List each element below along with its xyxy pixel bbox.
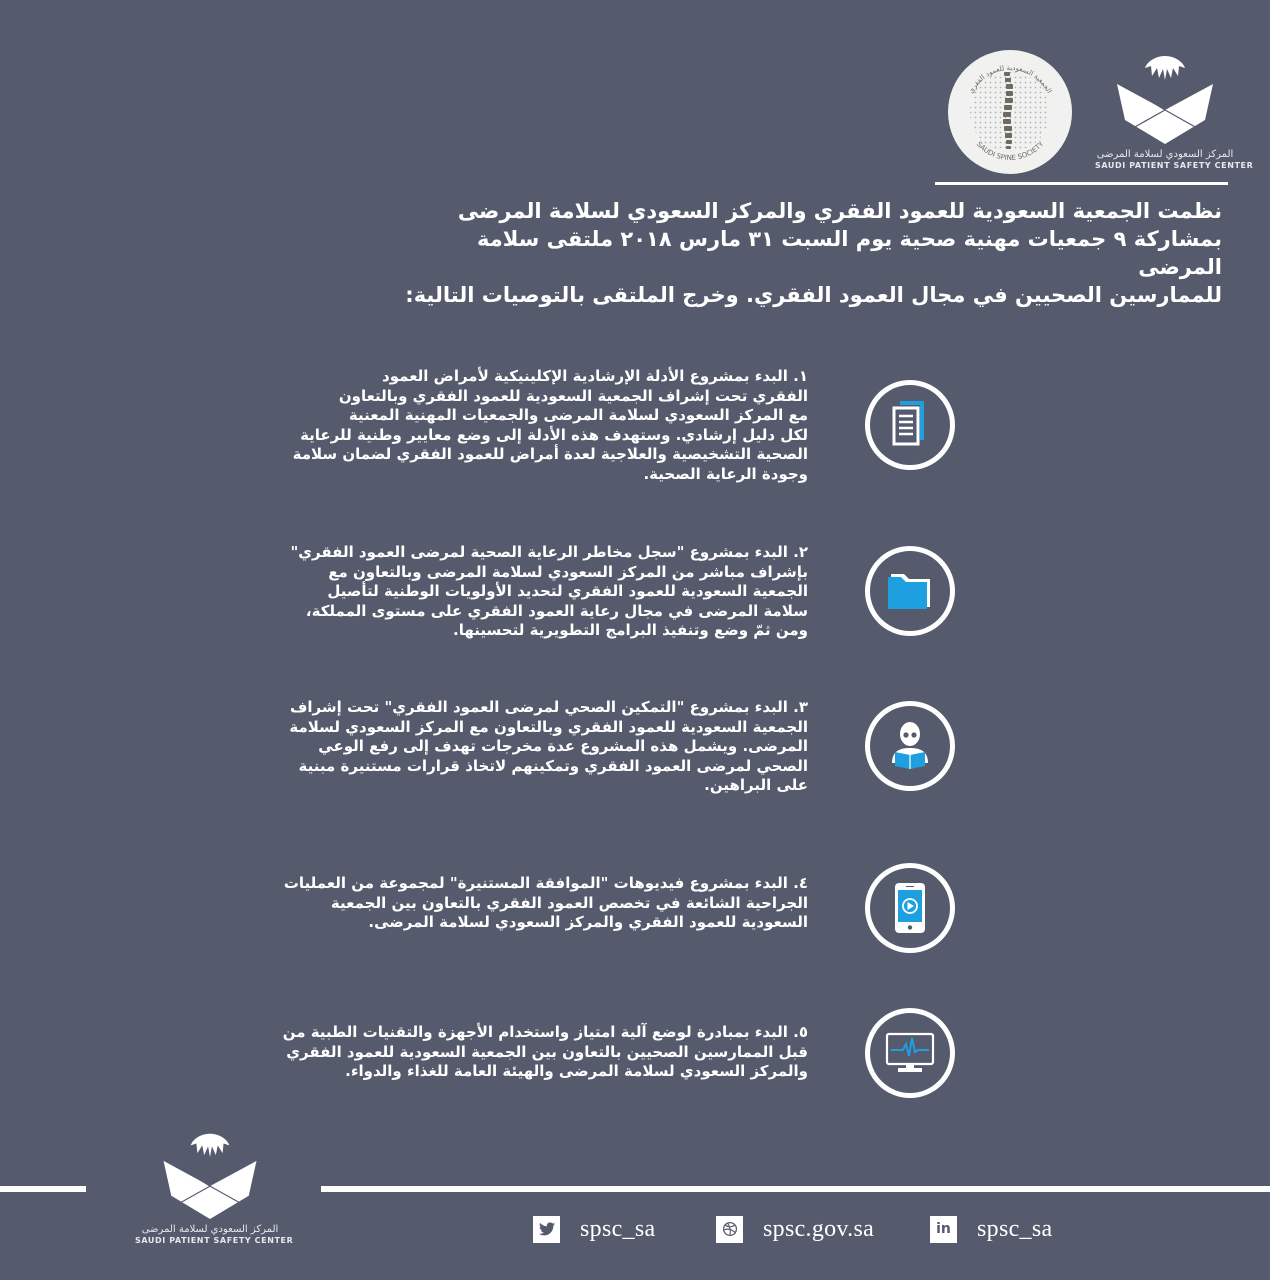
spsc-logo-arabic-name: المركز السعودي لسلامة المرضى: [1096, 149, 1234, 160]
monitor-pulse-icon: [865, 1008, 955, 1098]
recommendation-line: الجمعية السعودية للعمود الفقري لتحديد الأولويات الوطنية لتأصيل: [327, 582, 808, 600]
spine-logo-english-name: SAUDI SPINE SOCIETY: [974, 140, 1046, 163]
recommendation-1: [278, 367, 808, 484]
folder-icon: [865, 546, 955, 636]
recommendation-line: ٢. البدء بمشروع "سجل مخاطر الرعاية الصحية لمرضى العمود الفقري": [290, 543, 808, 561]
spsc-logo-english-name: SAUDI PATIENT SAFETY CENTER: [1095, 161, 1254, 170]
recommendation-line: بإشراف مباشر من المركز السعودي لسلامة المرضى وبالتعاون مع: [328, 562, 808, 581]
footer-divider-right: [321, 1186, 1270, 1192]
website-icon[interactable]: [716, 1216, 743, 1243]
social-twitter[interactable]: [533, 1214, 655, 1244]
recommendation-line: المرضى. ويشمل هذه المشروع عدة مخرجات تهدف إلى رفع الوعي: [318, 737, 808, 755]
header-divider: [935, 182, 1228, 185]
document-icon: [865, 380, 955, 470]
spine-emblem-icon: [948, 50, 1072, 174]
recommendation-line: ١. البدء بمشروع الأدلة الإرشادية الإكلينيكية لأمراض العمود: [382, 367, 808, 385]
spsc-emblem-icon: [135, 1128, 285, 1220]
spsc-logo-footer: [135, 1128, 294, 1253]
recommendation-line: ٤. البدء بمشروع فيديوهات "الموافقة المستنيرة" لمجموعة من العمليات: [283, 874, 808, 892]
spsc-emblem-icon: [1095, 50, 1235, 145]
footer-logo-arabic-name: المركز السعودي لسلامة المرضى: [141, 1224, 279, 1235]
social-website[interactable]: [716, 1214, 874, 1244]
recommendation-line: ٥. البدء بمبادرة لوضع آلية امتياز واستخدام الأجهزة والتقنيات الطبية من: [282, 1023, 808, 1041]
intro-line: بمشاركة ٩ جمعيات مهنية صحية يوم السبت ٣١ مارس ٢٠١٨ ملتقى سلامة المرضى: [476, 227, 1222, 279]
recommendation-3: [278, 698, 808, 796]
recommendation-4: [278, 874, 808, 933]
recommendation-line: الصحي لمرضى العمود الفقري وتمكينهم لاتخاذ قرارات مستنيرة مبنية: [298, 756, 808, 775]
recommendation-line: الجراحية الشائعة في تخصص العمود الفقري بالتعاون بين الجمعية: [330, 893, 808, 912]
footer-divider-left: [0, 1186, 86, 1192]
smartphone-video-icon: [865, 863, 955, 953]
linkedin-handle[interactable]: spsc_sa: [977, 1215, 1053, 1242]
recommendation-line: لكل دليل إرشادي. وستهدف هذه الأدلة إلى وضع معايير وطنية للرعاية: [300, 425, 808, 444]
recommendation-line: قبل الممارسين الصحيين بالتعاون بين الجمعية السعودية للعمود الفقري: [286, 1042, 808, 1061]
recommendation-line: ومن ثمّ وضع وتنفيذ البرامج التطويرية لتحسينها.: [453, 621, 808, 639]
recommendation-line: الجمعية السعودية للعمود الفقري وبالتعاون مع المركز السعودي لسلامة: [289, 717, 808, 736]
recommendation-line: على البراهين.: [704, 776, 808, 794]
recommendation-line: والمركز السعودي لسلامة المرضى والهيئة العامة للغذاء والدواء.: [345, 1062, 808, 1080]
recommendation-line: الفقري تحت إشراف الجمعية السعودية للعمود الفقري وبالتعاون: [338, 386, 808, 405]
recommendation-line: وجودة الرعاية الصحية.: [643, 464, 808, 483]
recommendation-line: مع المركز السعودي لسلامة المرضى والجمعيات المهنية المعنية: [348, 406, 808, 424]
intro-line: نظمت الجمعية السعودية للعمود الفقري والمركز السعودي لسلامة المرضى: [457, 199, 1222, 223]
website-url[interactable]: spsc.gov.sa: [763, 1215, 875, 1242]
spine-logo-arabic-name: الجمعية السعودية للعمود الفقري: [966, 63, 1054, 95]
footer-logo-english-name: SAUDI PATIENT SAFETY CENTER: [135, 1236, 294, 1245]
intro-line: للممارسين الصحيين في مجال العمود الفقري. وخرج الملتقى بالتوصيات التالية:: [405, 283, 1222, 307]
twitter-handle[interactable]: spsc_sa: [580, 1215, 656, 1242]
linkedin-icon[interactable]: in: [930, 1216, 957, 1243]
spsc-logo-header: [1095, 50, 1254, 180]
saudi-spine-society-logo: [948, 50, 1072, 174]
recommendation-line: سلامة المرضى في مجال رعاية العمود الفقري على مستوى المملكة،: [305, 601, 808, 620]
twitter-icon[interactable]: [533, 1216, 560, 1243]
recommendation-line: السعودية للعمود الفقري والمركز السعودي لسلامة المرضى.: [368, 913, 808, 931]
recommendation-line: ٣. البدء بمشروع "التمكين الصحي لمرضى العمود الفقري" تحت إشراف: [289, 698, 808, 716]
recommendation-5: [278, 1023, 808, 1082]
social-linkedin[interactable]: [930, 1214, 1052, 1244]
intro-paragraph: [402, 197, 1222, 309]
recommendation-2: [278, 543, 808, 641]
recommendation-line: الصحية التشخيصية والعلاجية لعدة أمراض للعمود الفقري لضمان سلامة: [292, 445, 808, 463]
reader-icon: [865, 701, 955, 791]
